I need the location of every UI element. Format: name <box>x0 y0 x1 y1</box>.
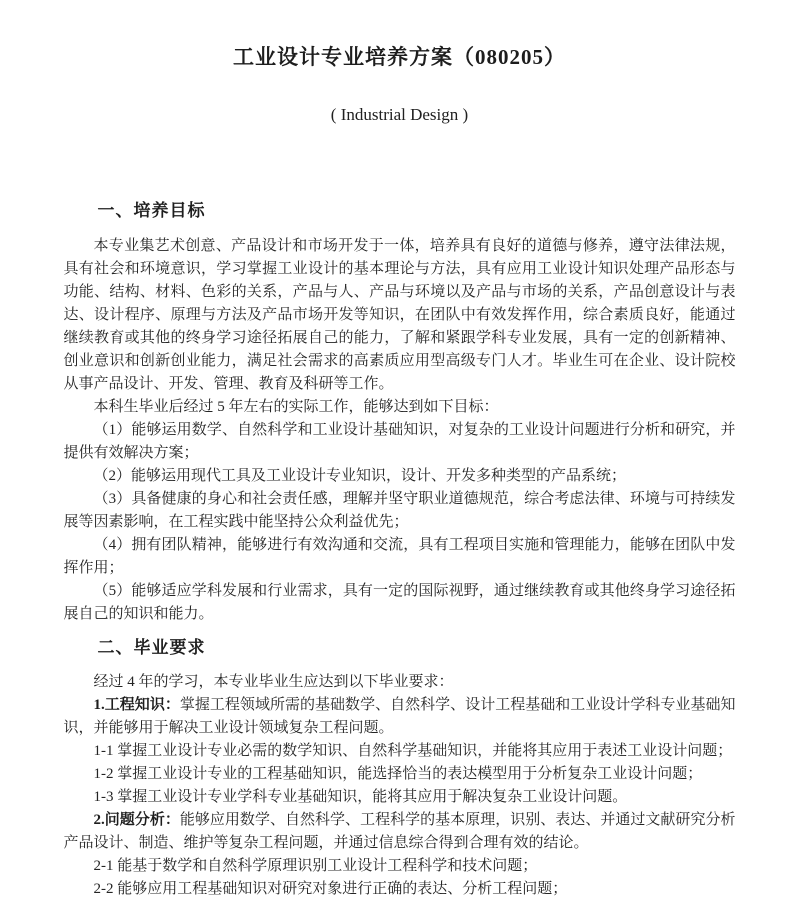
paragraph-objective-5: （5）能够适应学科发展和行业需求，具有一定的国际视野，通过继续教育或其他终身学习途径拓展自己的知识和能力。 <box>63 583 736 622</box>
paragraph-objective-3: （3）具备健康的身心和社会责任感，理解并坚守职业道德规范，综合考虑法律、环境与可持续发展等因素影响，在工程实践中能坚持公众利益优先； <box>63 491 736 530</box>
paragraph-requirement-1-3: 1-3 掌握工业设计专业学科专业基础知识，能将其应用于解决复杂工业设计问题。 <box>93 789 628 805</box>
paragraph-requirement-2-2: 2-2 能够应用工程基础知识对研究对象进行正确的表达、分析工程问题； <box>93 881 568 897</box>
paragraph-objective-4: （4）拥有团队精神，能够进行有效沟通和交流，具有工程项目实施和管理能力，能够在团队中发挥作用； <box>63 537 736 576</box>
section-heading-graduation-requirements: 二、毕业要求 <box>97 638 206 657</box>
section-heading-training-objectives: 一、培养目标 <box>97 201 206 220</box>
requirement-1-label: 1.工程知识： <box>93 697 180 713</box>
paragraph-requirement-1 <box>64 694 736 740</box>
paragraph-objectives-intro: 本科生毕业后经过 5 年左右的实际工作，能够达到如下目标： <box>93 399 499 415</box>
page-subtitle: ( Industrial Design ) <box>330 105 469 124</box>
requirement-2-label: 2.问题分析： <box>93 812 180 828</box>
paragraph-requirement-2 <box>64 809 736 855</box>
paragraph-objective-1: （1）能够运用数学、自然科学和工业设计基础知识，对复杂的工业设计问题进行分析和研究，并提供有效解决方案； <box>63 422 736 461</box>
paragraph-requirement-1-1: 1-1 掌握工业设计专业必需的数学知识、自然科学基础知识，并能将其应用于表述工业设计问题； <box>93 743 733 759</box>
paragraph-objectives-overview: 本专业集艺术创意、产品设计和市场开发于一体，培养具有良好的道德与修养，遵守法律法规，具有社会和环境意识，学习掌握工业设计的基本理论与方法，具有应用工业设计知识处理产品形态与功能、结构、材料、色彩的关系，产品与人、产品与环境以及产品与市场的关系，产品创意设计与表达、设计程序、原理与方法及产品市场开发等知识，在团队中有效发挥作用，综合素质良好，能通过继续教育或其他的终身学习途径拓展自己的能力，了解和紧跟学科专业发展，具有一定的创新精神、创业意识和创新创业能力，满足社会需求的高素质应用型高级专门人才。毕业生可在企业、设计院校从事产品设计、开发、管理、教育及科研等工作。 <box>63 238 736 392</box>
requirement-2-text: 能够应用数学、自然科学、工程科学的基本原理，识别、表达、并通过文献研究分析产品设计、制造、维护等复杂工程问题，并通过信息综合得到合理有效的结论。 <box>63 812 736 851</box>
paragraph-requirement-1-2: 1-2 掌握工业设计专业的工程基础知识，能选择恰当的表达模型用于分析复杂工业设计问题； <box>93 766 703 782</box>
paragraph-requirements-intro: 经过 4 年的学习，本专业毕业生应达到以下毕业要求： <box>93 674 454 690</box>
paragraph-objective-2: （2）能够运用现代工具及工业设计专业知识，设计、开发多种类型的产品系统； <box>93 468 627 484</box>
page-title: 工业设计专业培养方案（080205） <box>233 45 566 69</box>
requirement-1-text: 掌握工程领域所需的基础数学、自然科学、设计工程基础和工业设计学科专业基础知识，并能够用于解决工业设计领域复杂工程问题。 <box>63 697 736 736</box>
document-body <box>64 0 736 901</box>
paragraph-requirement-2-1: 2-1 能基于数学和自然科学原理识别工业设计工程科学和技术问题； <box>93 858 538 874</box>
